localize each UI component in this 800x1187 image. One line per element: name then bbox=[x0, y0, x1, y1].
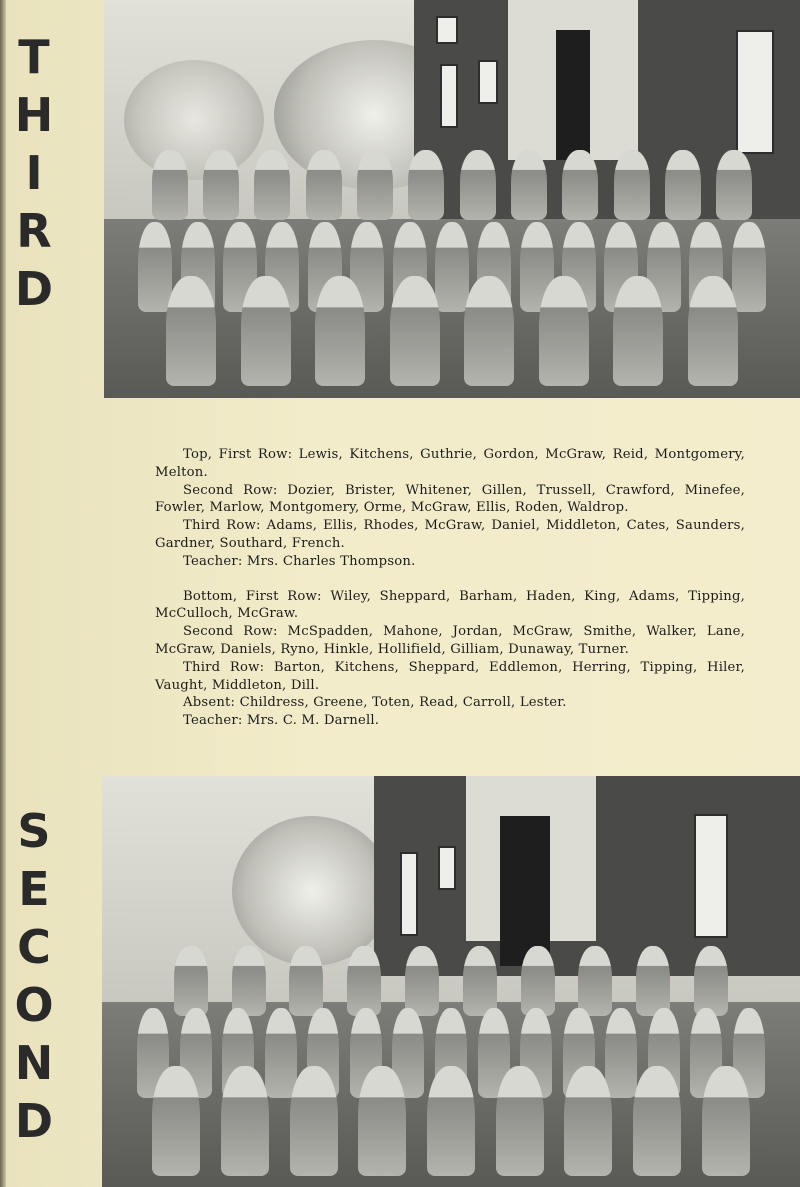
class-roster-caption bbox=[155, 446, 745, 730]
side-letter: O bbox=[14, 978, 54, 1032]
second-grade-class-photo bbox=[102, 776, 800, 1187]
side-letter: R bbox=[16, 204, 52, 258]
side-letter: E bbox=[18, 862, 50, 916]
third-grade-class-photo bbox=[104, 0, 800, 398]
side-letter: I bbox=[25, 146, 43, 200]
bottom-absent-names: Absent: Childress, Greene, Toten, Read, Carroll, Lester. bbox=[183, 695, 567, 711]
side-letter: N bbox=[14, 1036, 54, 1090]
book-spine-shadow bbox=[0, 0, 6, 1187]
top-third-row-names: Third Row: Adams, Ellis, Rhodes, McGraw, Daniel, Middleton, Cates, Saunders, Gardner, Southard, French. bbox=[155, 518, 745, 551]
side-letter: T bbox=[18, 30, 50, 84]
bottom-third-row-names: Third Row: Barton, Kitchens, Sheppard, Eddlemon, Herring, Tipping, Hiler, Vaught, Middleton, Dill. bbox=[155, 659, 745, 693]
top-first-row-names: Top, First Row: Lewis, Kitchens, Guthrie, Gordon, McGraw, Reid, Montgomery, Melton. bbox=[155, 447, 745, 480]
side-letter: C bbox=[17, 920, 51, 974]
side-label-third bbox=[14, 30, 54, 324]
top-second-row-names: Second Row: Dozier, Brister, Whitener, Gillen, Trussell, Crawford, Minefee, Fowler, Marlow, Montgomery, Orme, McGraw, Ellis, Roden, Waldrop. bbox=[155, 482, 745, 516]
bottom-teacher: Teacher: Mrs. C. M. Darnell. bbox=[183, 713, 380, 729]
side-label-second bbox=[14, 804, 54, 1156]
top-teacher: Teacher: Mrs. Charles Thompson. bbox=[183, 553, 416, 569]
side-letter: D bbox=[14, 262, 54, 316]
bottom-first-row-names: Bottom, First Row: Wiley, Sheppard, Barham, Haden, King, Adams, Tipping, McCulloch, McGraw. bbox=[155, 588, 745, 622]
bottom-second-row-names: Second Row: McSpadden, Mahone, Jordan, McGraw, Smithe, Walker, Lane, McGraw, Daniels, Ryno, Hinkle, Hollifield, Gilliam, Dunaway, Turner. bbox=[155, 624, 745, 657]
side-letter: S bbox=[17, 804, 51, 858]
side-letter: H bbox=[14, 88, 54, 142]
side-letter: D bbox=[14, 1094, 54, 1148]
